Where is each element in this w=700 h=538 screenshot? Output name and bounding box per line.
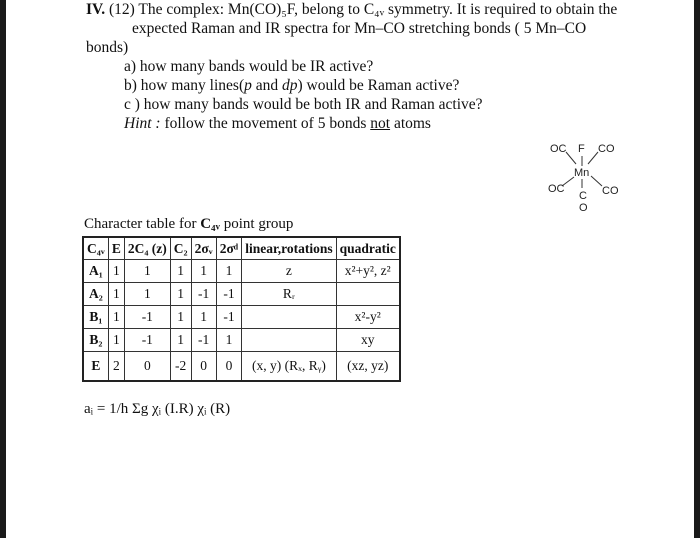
header-c2: C₂ bbox=[170, 237, 191, 260]
question-a: a) how many bands would be IR active? bbox=[124, 58, 374, 75]
character-value: 1 bbox=[124, 260, 170, 283]
label-co-right: CO bbox=[602, 185, 619, 197]
quadratic-cell: xy bbox=[336, 329, 400, 352]
character-value: 2 bbox=[108, 352, 124, 382]
linear-rotation-cell bbox=[242, 306, 336, 329]
character-value: 1 bbox=[170, 283, 191, 306]
table-row bbox=[83, 306, 400, 329]
question-b-p: p bbox=[244, 77, 252, 94]
character-table bbox=[82, 236, 401, 382]
caption-pre: Character table for bbox=[84, 216, 201, 232]
quadratic-cell: (xz, yz) bbox=[336, 352, 400, 382]
character-value: 1 bbox=[108, 329, 124, 352]
character-value: 1 bbox=[191, 306, 216, 329]
character-value: 1 bbox=[216, 260, 242, 283]
character-value: -1 bbox=[216, 306, 242, 329]
bond-mn-co-top-left bbox=[566, 152, 576, 164]
character-value: 0 bbox=[191, 352, 216, 382]
label-co-top-right: CO bbox=[598, 143, 615, 155]
hint-label: Hint : bbox=[124, 115, 161, 132]
table-row bbox=[83, 329, 400, 352]
label-f-top: F bbox=[578, 143, 585, 155]
character-value: 1 bbox=[170, 306, 191, 329]
character-value: 0 bbox=[216, 352, 242, 382]
character-value: 1 bbox=[170, 329, 191, 352]
question-b-mid: and bbox=[251, 77, 282, 94]
problem-number: IV. bbox=[86, 1, 106, 18]
question-b-dp: dp bbox=[282, 77, 298, 94]
character-value: -1 bbox=[124, 329, 170, 352]
reduction-formula: aᵢ = 1/h Σg χᵢ (I.R) χᵢ (R) bbox=[84, 401, 231, 417]
problem-line-3: bonds) bbox=[86, 39, 129, 56]
linear-rotation-cell: Rᵣ bbox=[242, 283, 336, 306]
irrep-label: B₁ bbox=[83, 306, 108, 329]
question-b-pre: b) how many lines( bbox=[124, 77, 245, 94]
hint-text-pre: follow the movement of 5 bonds bbox=[160, 115, 371, 132]
header-linear-rotations: linear,rotations bbox=[242, 237, 336, 260]
header-2sigma-d: 2σᵈ bbox=[216, 237, 242, 260]
bond-mn-co-top-right bbox=[588, 152, 598, 164]
label-mn: Mn bbox=[574, 167, 590, 179]
character-value: -1 bbox=[216, 283, 242, 306]
character-value: 1 bbox=[108, 260, 124, 283]
quadratic-cell: x²-y² bbox=[336, 306, 400, 329]
hint-underlined: not bbox=[370, 115, 391, 132]
table-row bbox=[83, 260, 400, 283]
label-o-bottom: O bbox=[579, 202, 588, 214]
table-row bbox=[83, 352, 400, 382]
header-2sigma-v: 2σᵥ bbox=[191, 237, 216, 260]
linear-rotation-cell bbox=[242, 329, 336, 352]
caption-post: point group bbox=[220, 216, 294, 232]
character-value: -1 bbox=[191, 283, 216, 306]
quadratic-cell bbox=[336, 283, 400, 306]
character-value: -1 bbox=[124, 306, 170, 329]
right-edge-bar bbox=[694, 0, 700, 538]
character-value: 1 bbox=[191, 260, 216, 283]
irrep-label: A₁ bbox=[83, 260, 108, 283]
header-quadratic: quadratic bbox=[336, 237, 400, 260]
question-b-post: ) would be Raman active? bbox=[297, 77, 460, 94]
table-caption bbox=[84, 216, 293, 233]
label-oc-top-left: OC bbox=[550, 143, 567, 155]
character-value: 1 bbox=[108, 306, 124, 329]
problem-line-1 bbox=[86, 0, 678, 19]
bond-mn-co-right bbox=[591, 176, 602, 186]
irrep-label: A₂ bbox=[83, 283, 108, 306]
character-value: -1 bbox=[191, 329, 216, 352]
character-value: 1 bbox=[108, 283, 124, 306]
question-b bbox=[124, 76, 678, 95]
linear-rotation-cell: z bbox=[242, 260, 336, 283]
label-c-bottom: C bbox=[579, 190, 587, 202]
table-row bbox=[83, 283, 400, 306]
character-value: 1 bbox=[216, 329, 242, 352]
character-value: 1 bbox=[170, 260, 191, 283]
table-header-row bbox=[83, 237, 400, 260]
problem-line-1-text: (12) The complex: Mn(CO)₅F, belong to C₄ᵥ symmetry. It is required to obtain the bbox=[108, 1, 618, 18]
molecule-structure bbox=[536, 130, 636, 230]
label-oc-bottom-left: OC bbox=[548, 183, 565, 195]
character-value: 0 bbox=[124, 352, 170, 382]
left-edge-bar bbox=[0, 0, 6, 538]
caption-group: C₄ᵥ bbox=[200, 216, 221, 232]
header-2c4: 2C₄ (z) bbox=[124, 237, 170, 260]
question-c: c ) how many bands would be both IR and Raman active? bbox=[124, 96, 483, 113]
quadratic-cell: x²+y², z² bbox=[336, 260, 400, 283]
irrep-label: B₂ bbox=[83, 329, 108, 352]
character-value: -2 bbox=[170, 352, 191, 382]
linear-rotation-cell: (x, y) (Rₓ, Rᵧ) bbox=[242, 352, 336, 382]
hint-text-post: atoms bbox=[390, 115, 431, 132]
header-e: E bbox=[108, 237, 124, 260]
problem-line-2: expected Raman and IR spectra for Mn–CO stretching bonds ( 5 Mn–CO bbox=[132, 20, 587, 37]
problem-statement bbox=[78, 0, 678, 133]
irrep-label: E bbox=[83, 352, 108, 382]
character-value: 1 bbox=[124, 283, 170, 306]
header-point-group: C₄ᵥ bbox=[83, 237, 108, 260]
